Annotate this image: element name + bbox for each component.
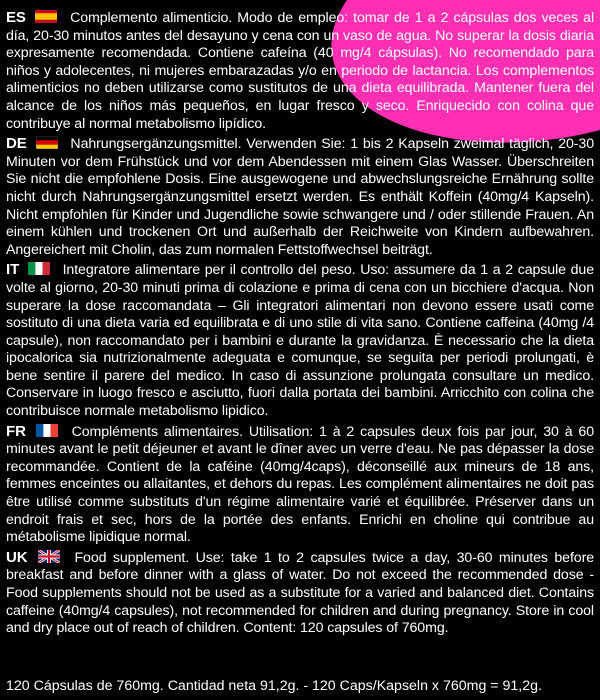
net-content-footer: 120 Cápsulas de 760mg. Cantidad neta 91,2g. - 120 Caps/Kapseln x 760mg = 91,2g. bbox=[6, 678, 542, 695]
germany-flag-icon bbox=[36, 136, 58, 149]
language-code-uk: UK bbox=[6, 548, 28, 566]
france-flag-icon bbox=[36, 424, 58, 437]
section-text-de: Nahrungsergänzungsmittel. Verwenden Sie: 1 bis 2 Kapseln zweimal täglich, 20-30 Minuten vor dem Frühstück und vor dem Abendessen mit einem Glas Wasser. Überschreiten Sie nicht die empfohlene Dosis. Eine ausgewogene und abwechslungsreiche Ernährung sollte nicht durch Nahrungsergänzungsmittel ersetzt werden. Es enthält Koffein (40mg/4 Kapseln). Nicht empfohlen für Kinder und Jugendliche sowie schwangere und / oder stillende Frauen. An einem kühlen und trockenen Ort und außerhalb der Reichweite von Kindern aufbewahren. Angereichert mit Cholin, das zum normalen Fettstoffwechsel beiträgt. bbox=[6, 136, 595, 258]
language-code-fr: FR bbox=[6, 422, 26, 440]
spain-flag-icon bbox=[35, 10, 57, 23]
section-de bbox=[0, 135, 600, 259]
section-text-fr: Compléments alimentaires. Utilisation: 1 à 2 capsules deux fois par jour, 30 à 60 minutes avant le petit déjeuner et avant le dîner avec un verre d'eau. Ne pas dépasser la dose recommandée. Contient de la caféine (40mg/4caps), déconseillé aux mineurs de 18 ans, femmes enceintes ou allaitantes, et dehors du repas. Les complément alimentaires ne doit pas être utilisé comme substituts d'un régime alimentaire varié et équilibrée. Préserver dans un endroit frais et sec, hors de la portée des enfants. Enrichi en choline qui contribue au métabolisme lipidique normal. bbox=[6, 423, 594, 546]
section-text-it: Integratore alimentare per il controllo del peso. Uso: assumere da 1 a 2 capsule due volte al giorno, 20-30 minuti prima di colazione e prima di cena con un bicchiere d'acqua. Non superare la dose raccomandata – Gli integratori alimentari non devono essere usati come sostituto di una dieta varia ed equilibrata e di uno stile di vita sano. Contiene caffeina (40mg /4 capsule), non raccomandato per i bambini e durante la gravidanza. È necessario che la dieta ipocalorica sia nutrizionalmente adeguata e comunque, se seguita per periodi prolungati, è bene sentire il parere del medico. In caso di assunzione prolungata consultare un medico. Conservare in luogo fresco e asciutto, fuori dalla portata dei bambini. Arricchito con colina che contribuisce normale metabolismo lipidico. bbox=[6, 262, 594, 420]
language-code-es: ES bbox=[6, 9, 26, 26]
language-code-it: IT bbox=[6, 261, 20, 279]
uk-flag-icon bbox=[38, 550, 60, 563]
section-text-uk: Food supplement. Use: take 1 to 2 capsules twice a day, 30-60 minutes before breakfast and before dinner with a glass of water. Do not exceed the recommended dose - Food supplements should not be used as a substitute for a varied and balanced diet. Contains caffeine (40mg/4 capsules), not recommended for children and during pregnancy. Store in cool and dry place out of reach of children. Content: 120 capsules of 760mg. bbox=[6, 549, 594, 637]
language-code-de: DE bbox=[6, 135, 27, 153]
section-es bbox=[0, 9, 600, 133]
section-text-es: Complemento alimenticio. Modo de empleo: tomar de 1 a 2 cápsulas dos veces al día, 20-30 minutos antes del desayuno y cena con un vaso de agua. No superar la dosis diaria expresamente recomendada. Contiene cafeína (40 mg/4 cápsulas). No recomendado para niños y adolecentes, ni mujeres embarazadas y/o en periodo de lactancia. Los complementos alimenticios no deben utilizarse como sustitutos de una dieta equilibrada. Mantener fuera del alcance de los niños más pequeños, en lugar fresco y seco. Enriquecido con colina que contribuye al normal metabolismo lipídico. bbox=[6, 10, 594, 132]
section-fr bbox=[0, 423, 600, 547]
italy-flag-icon bbox=[28, 262, 50, 275]
section-uk bbox=[0, 549, 600, 638]
section-it bbox=[0, 261, 600, 420]
